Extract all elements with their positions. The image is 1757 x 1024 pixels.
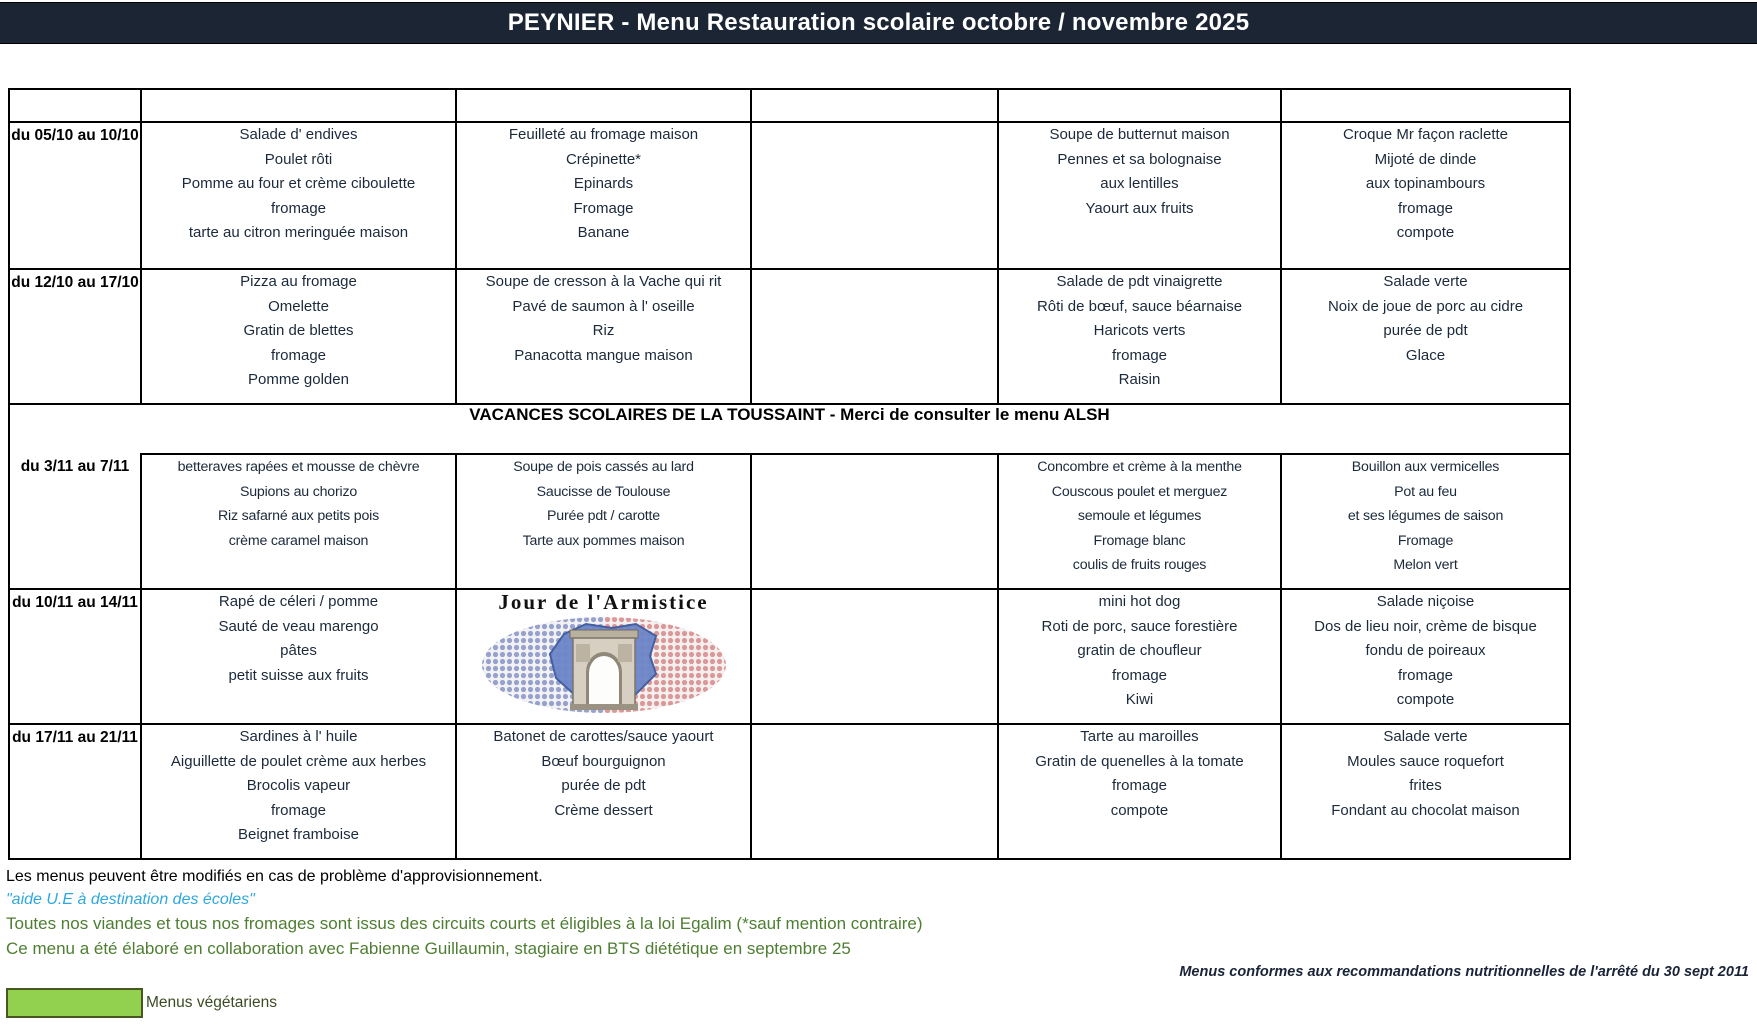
menu-cell-mercredi-empty: [751, 454, 998, 589]
week-label: du 3/11 au 7/11: [9, 454, 141, 589]
week-label: du 17/11 au 21/11: [9, 724, 141, 859]
menu-cell-lundi: Rapé de céleri / pomme Sauté de veau marengo pâtes petit suisse aux fruits: [141, 589, 456, 724]
menu-cell-mardi: Feuilleté au fromage maison Crépinette* Epinards Fromage Banane: [456, 122, 751, 269]
menu-cell-jeudi: Concombre et crème à la menthe Couscous poulet et merguez semoule et légumes Fromage blanc coulis de fruits rouges: [998, 454, 1281, 589]
armistice-image: [478, 616, 730, 714]
column-header-jeudi: JEUDI: [998, 89, 1281, 122]
footer-note-egalim: Toutes nos viandes et tous nos fromages sont issus des circuits courts et éligibles à la loi Egalim (*sauf mention contraire): [6, 914, 923, 933]
table-row-week1: [9, 122, 1570, 269]
menu-cell-mardi: Batonet de carottes/sauce yaourt Bœuf bourguignon purée de pdt Crème dessert: [456, 724, 751, 859]
page-title: PEYNIER - Menu Restauration scolaire octobre / novembre 2025: [507, 9, 1250, 36]
menu-cell-vendredi: Salade niçoise Dos de lieu noir, crème de bisque fondu de poireaux fromage compote: [1281, 589, 1570, 724]
title-bar: [0, 2, 1757, 44]
menu-cell-jeudi-vegetarian: Tarte au maroilles Gratin de quenelles à la tomate fromage compote: [998, 724, 1281, 859]
vegetarian-legend-label: Menus végétariens: [146, 994, 277, 1011]
column-header-vendredi: VENDREDI: [1281, 89, 1570, 122]
menu-cell-jeudi: mini hot dog Roti de porc, sauce forestière gratin de choufleur fromage Kiwi: [998, 589, 1281, 724]
footer-note-dietetics: Ce menu a été élaboré en collaboration avec Fabienne Guillaumin, stagiaire en BTS diététique en septembre 25: [6, 939, 851, 958]
armistice-caption: Jour de l'Armistice: [498, 590, 709, 614]
menu-cell-vendredi: Salade verte Noix de joue de porc au cidre purée de pdt Glace: [1281, 269, 1570, 404]
column-header-lundi: LUNDI: [141, 89, 456, 122]
menu-cell-lundi-vegetarian: Pizza au fromage Omelette Gratin de blettes fromage Pomme golden: [141, 269, 456, 404]
menu-cell-mardi-armistice: [456, 589, 751, 724]
menu-cell-lundi: betteraves rapées et mousse de chèvre Supions au chorizo Riz safarné aux petits pois crème caramel maison: [141, 454, 456, 589]
menu-cell-mercredi-empty: [751, 724, 998, 859]
menu-table: [8, 88, 1571, 860]
menu-cell-mercredi-empty: [751, 589, 998, 724]
vegetarian-legend-swatch: [6, 988, 143, 1018]
menu-cell-vendredi: Bouillon aux vermicelles Pot au feu et ses légumes de saison Fromage Melon vert: [1281, 454, 1570, 589]
vacation-banner: VACANCES SCOLAIRES DE LA TOUSSAINT - Merci de consulter le menu ALSH: [9, 404, 1570, 454]
week-label: du 12/10 au 17/10: [9, 269, 141, 404]
table-row-week4: [9, 589, 1570, 724]
legend: [6, 988, 1751, 1018]
menu-cell-jeudi-vegetarian: Soupe de butternut maison Pennes et sa bolognaise aux lentilles Yaourt aux fruits: [998, 122, 1281, 269]
vacation-banner-row: [9, 404, 1570, 454]
table-row-week2: [9, 269, 1570, 404]
column-header-mercredi: MERCREDI: [751, 89, 998, 122]
menu-cell-lundi: Salade d' endives Poulet rôti Pomme au four et crème ciboulette fromage tarte au citron meringuée maison: [141, 122, 456, 269]
table-row-week3: [9, 454, 1570, 589]
footer-note-eu-aid: "aide U.E à destination des écoles": [6, 891, 255, 908]
menu-cell-jeudi: Salade de pdt vinaigrette Rôti de bœuf, sauce béarnaise Haricots verts fromage Raisin: [998, 269, 1281, 404]
week-label: du 10/11 au 14/11: [9, 589, 141, 724]
menu-cell-mercredi-empty: [751, 122, 998, 269]
header-row: [9, 89, 1570, 122]
nutrition-note: Menus conformes aux recommandations nutritionnelles de l'arrêté du 30 sept 2011: [1179, 964, 1749, 980]
corner-cell: [9, 89, 141, 122]
menu-cell-lundi: Sardines à l' huile Aiguillette de poulet crème aux herbes Brocolis vapeur fromage Beignet framboise: [141, 724, 456, 859]
footer-note-supply: Les menus peuvent être modifiés en cas de problème d'approvisionnement.: [6, 868, 543, 885]
footer: [6, 868, 1751, 1018]
menu-cell-vendredi: Salade verte Moules sauce roquefort frites Fondant au chocolat maison: [1281, 724, 1570, 859]
menu-cell-vendredi: Croque Mr façon raclette Mijoté de dinde aux topinambours fromage compote: [1281, 122, 1570, 269]
column-header-mardi: MARDI: [456, 89, 751, 122]
menu-cell-mercredi-empty: [751, 269, 998, 404]
table-row-week5: [9, 724, 1570, 859]
menu-cell-mardi: Soupe de pois cassés au lard Saucisse de Toulouse Purée pdt / carotte Tarte aux pommes maison: [456, 454, 751, 589]
week-label: du 05/10 au 10/10: [9, 122, 141, 269]
menu-cell-mardi: Soupe de cresson à la Vache qui rit Pavé de saumon à l' oseille Riz Panacotta mangue maison: [456, 269, 751, 404]
